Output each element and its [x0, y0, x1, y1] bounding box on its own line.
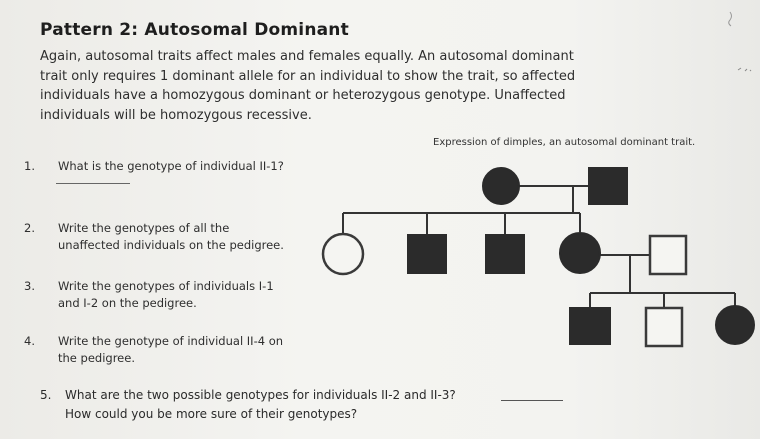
worksheet-title: Pattern 2: Autosomal Dominant: [40, 20, 349, 40]
intro-line: trait only requires 1 dominant allele for an individual to show the trait, so affected: [40, 68, 576, 84]
intro-line: Again, autosomal traits affect males and females equally. An autosomal dominant: [40, 49, 574, 64]
question-line: and I-2 on the pedigree.: [58, 296, 197, 310]
question-line: How could you be more sure of their genotypes?: [65, 407, 358, 421]
question-line: unaffected individuals on the pedigree.: [58, 238, 284, 252]
question-line: Write the genotypes of all the: [58, 221, 230, 235]
question-line: Write the genotypes of individuals I-1: [58, 279, 274, 293]
question-number: 1.: [24, 159, 35, 173]
pencil-mark: [738, 68, 751, 71]
question-number: 4.: [24, 334, 35, 348]
intro-line: individuals have a homozygous dominant or heterozygous genotype. Unaffected: [40, 88, 566, 103]
intro-line: individuals will be homozygous recessive.: [40, 107, 312, 123]
question-line: the pedigree.: [58, 351, 135, 365]
question-line: What is the genotype of individual II-1?: [58, 159, 284, 173]
question-line: Write the genotype of individual II-4 on: [58, 334, 284, 348]
pedigree-caption: Expression of dimples, an autosomal dominant trait.: [433, 137, 696, 148]
pencil-mark: [729, 12, 732, 26]
question-number: 2.: [24, 221, 35, 235]
question-line: What are the two possible genotypes for individuals II-2 and II-3?: [65, 388, 456, 402]
question-number: 3.: [24, 279, 35, 293]
question-number: 5.: [40, 388, 52, 402]
